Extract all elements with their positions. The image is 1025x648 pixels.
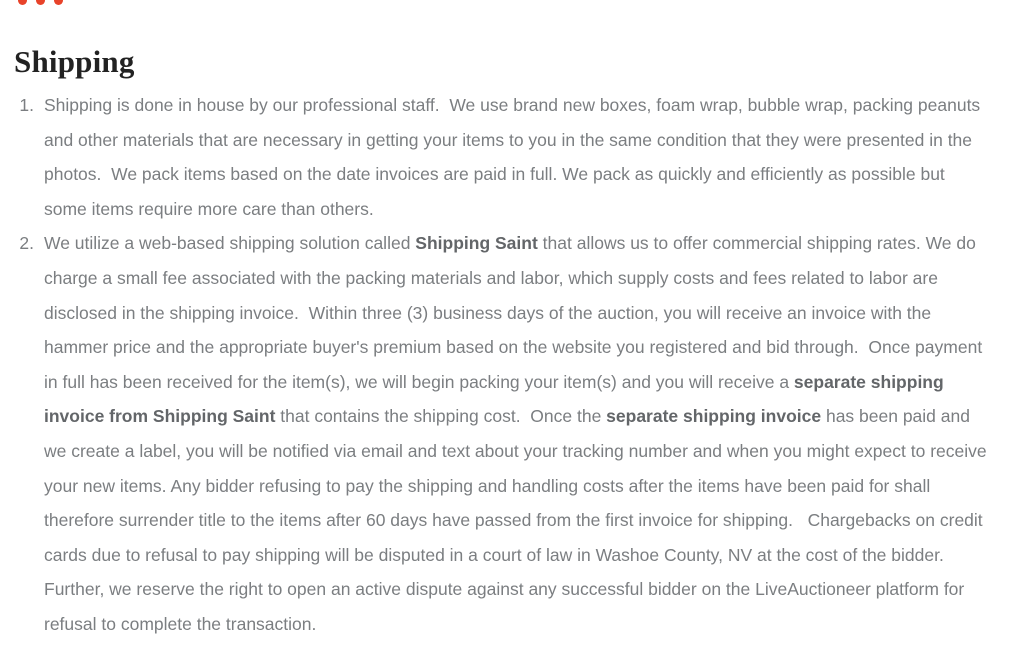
list-item-number: 1. <box>19 95 34 115</box>
text-segment: Shipping is done in house by our professional staff. We use brand new boxes, foam wrap, bubble wrap, packing peanuts and other materials that are necessary in getting your items to you in the same condition that they were presented in the photos. We pack items based on the date invoices are paid in full. We pack as quickly and efficiently as possible but some items require more care than others. <box>44 95 986 219</box>
dot-icon <box>54 0 63 5</box>
list-item <box>14 88 992 226</box>
bold-text-segment: Shipping Saint <box>415 233 538 254</box>
bold-text-segment: separate shipping invoice from Shipping Saint <box>44 371 949 427</box>
list-item-number: 2. <box>19 233 34 254</box>
list-item <box>14 226 992 641</box>
list-item-text <box>44 88 992 226</box>
text-segment: that contains the shipping cost. Once the <box>275 406 607 427</box>
text-segment: We utilize a web-based shipping solution called <box>44 233 416 254</box>
shipping-terms-list <box>14 88 992 642</box>
list-item-text <box>44 226 992 641</box>
text-segment: has been paid and we create a label, you will be notified via email and text about your tracking number and when you might expect to receive your new items. Any bidder refusing to pay the shipping and handling costs after the items have been paid for shall therefore surrender title to the items after 60 days have passed from the first invoice for shipping. Chargebacks on credit cards due to refusal to pay shipping will be disputed in a court of law in Washoe County, NV at the cost of the bidder. Further, we reserve the right to open an active dispute against any successful bidder on the LiveAuctioneer platform for refusal to complete the transaction. <box>44 406 992 634</box>
brand-dots-icon <box>18 0 63 5</box>
text-segment: that allows us to offer commercial shipping rates. We do charge a small fee associated with the packing materials and labor, which supply costs and fees related to labor are disclosed in the shipping invoice. Within three (3) business days of the auction, you will receive an invoice with the hammer price and the appropriate buyer's premium based on the website you registered and bid through. Once payment in full has been received for the item(s), we will begin packing your item(s) and you will receive a <box>44 233 988 392</box>
dot-icon <box>36 0 45 5</box>
page-title: Shipping <box>14 44 135 79</box>
bold-text-segment: separate shipping invoice <box>606 406 822 427</box>
dot-icon <box>18 0 27 5</box>
